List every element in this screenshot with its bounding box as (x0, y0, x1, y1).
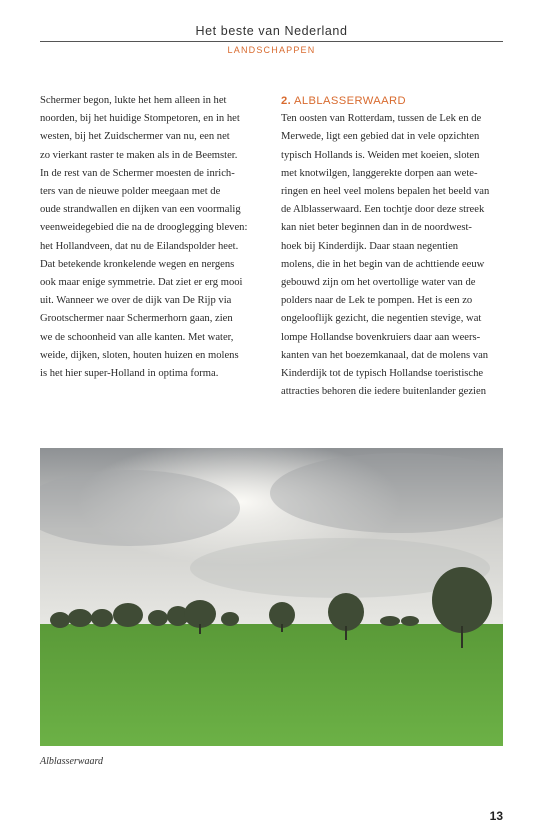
text-line: lompe Hollandse bovenkruiers daar aan weers- (281, 331, 481, 343)
text-line: het Hollandveen, dat nu de Eilandspolder heet. (40, 240, 239, 252)
text-line: Schermer begon, lukte het hem alleen in het (40, 95, 227, 106)
landscape-photo (40, 448, 503, 746)
text-line: we de schoonheid van alle kanten. Met water, (40, 331, 234, 343)
photo-caption: Alblasserwaard (40, 756, 103, 767)
text-line: attracties behoren die iedere buitenlander gezien (281, 386, 487, 398)
text-line: ongelooflijk gezicht, die negentien stevige, wat (281, 313, 482, 325)
text-line: kan niet beter beginnen dan in de noordwest- (281, 222, 472, 234)
text-line: zo vierkant raster te maken als in de Beemster. (40, 149, 238, 161)
landscape-illustration (40, 448, 503, 746)
text-line: noorden, bij het huidige Stompetoren, en in het (40, 113, 240, 125)
text-line: gebouwd zijn om het overtollige water van de (281, 277, 476, 289)
text-line: ook maar enige symmetrie. Dat ziet er erg mooi (40, 277, 243, 289)
text-line: Grootschermer naar Schermerhorn gaan, zien (40, 313, 233, 325)
text-line: oude strandwallen en dijken van een voormalig (40, 204, 241, 216)
subsection-number: 2. (281, 95, 292, 107)
text-line: ters van de nieuwe polder meegaan met de (40, 186, 221, 198)
text-line: veenweidegebied die na de drooglegging bleven: (40, 222, 248, 234)
text-line: typisch Hollands is. Weiden met koeien, sloten (281, 149, 480, 161)
text-line: kanten van het boezemkanaal, dat de molens van (281, 349, 489, 361)
subsection-title: ALBLASSERWAARD (294, 95, 406, 107)
page-number: 13 (489, 809, 503, 823)
left-text-column (40, 92, 262, 383)
text-line: Merwede, ligt een gebied dat in vele opzichten (281, 131, 480, 143)
text-line: molens, die in het begin van de achttiende eeuw (281, 258, 485, 270)
text-line: is het hier super-Holland in optima forma. (40, 368, 219, 380)
text-line: hoek bij Kinderdijk. Daar staan negentien (281, 240, 459, 252)
text-line: met knotwilgen, langgerekte dorpen aan wete- (281, 167, 478, 179)
subsection-heading (281, 92, 503, 110)
text-line: de Alblasserwaard. Een tochtje door deze streek (281, 204, 485, 216)
text-line: In de rest van de Schermer moesten de inrich- (40, 167, 235, 179)
text-line: polders naar de Lek te pompen. Het is een zo (281, 295, 473, 307)
text-line: Ten oosten van Rotterdam, tussen de Lek en de (281, 113, 482, 125)
text-line: Dat betekende kronkelende wegen en nergens (40, 258, 235, 270)
text-line: Kinderdijk tot de typisch Hollandse toeristische (281, 368, 484, 380)
text-line: uit. Wanneer we over de dijk van De Rijp via (40, 295, 232, 307)
running-header (40, 24, 503, 55)
section-label: LANDSCHAPPEN (227, 45, 316, 55)
text-line: weide, dijken, sloten, houten huizen en molens (40, 349, 239, 361)
text-line: ringen en heel veel molens bepalen het beeld van (281, 186, 490, 198)
right-text-column (281, 92, 503, 401)
book-title: Het beste van Nederland (40, 24, 503, 42)
meadow (40, 624, 503, 746)
text-line: westen, bij het Zuidschermer van nu, een net (40, 131, 230, 143)
